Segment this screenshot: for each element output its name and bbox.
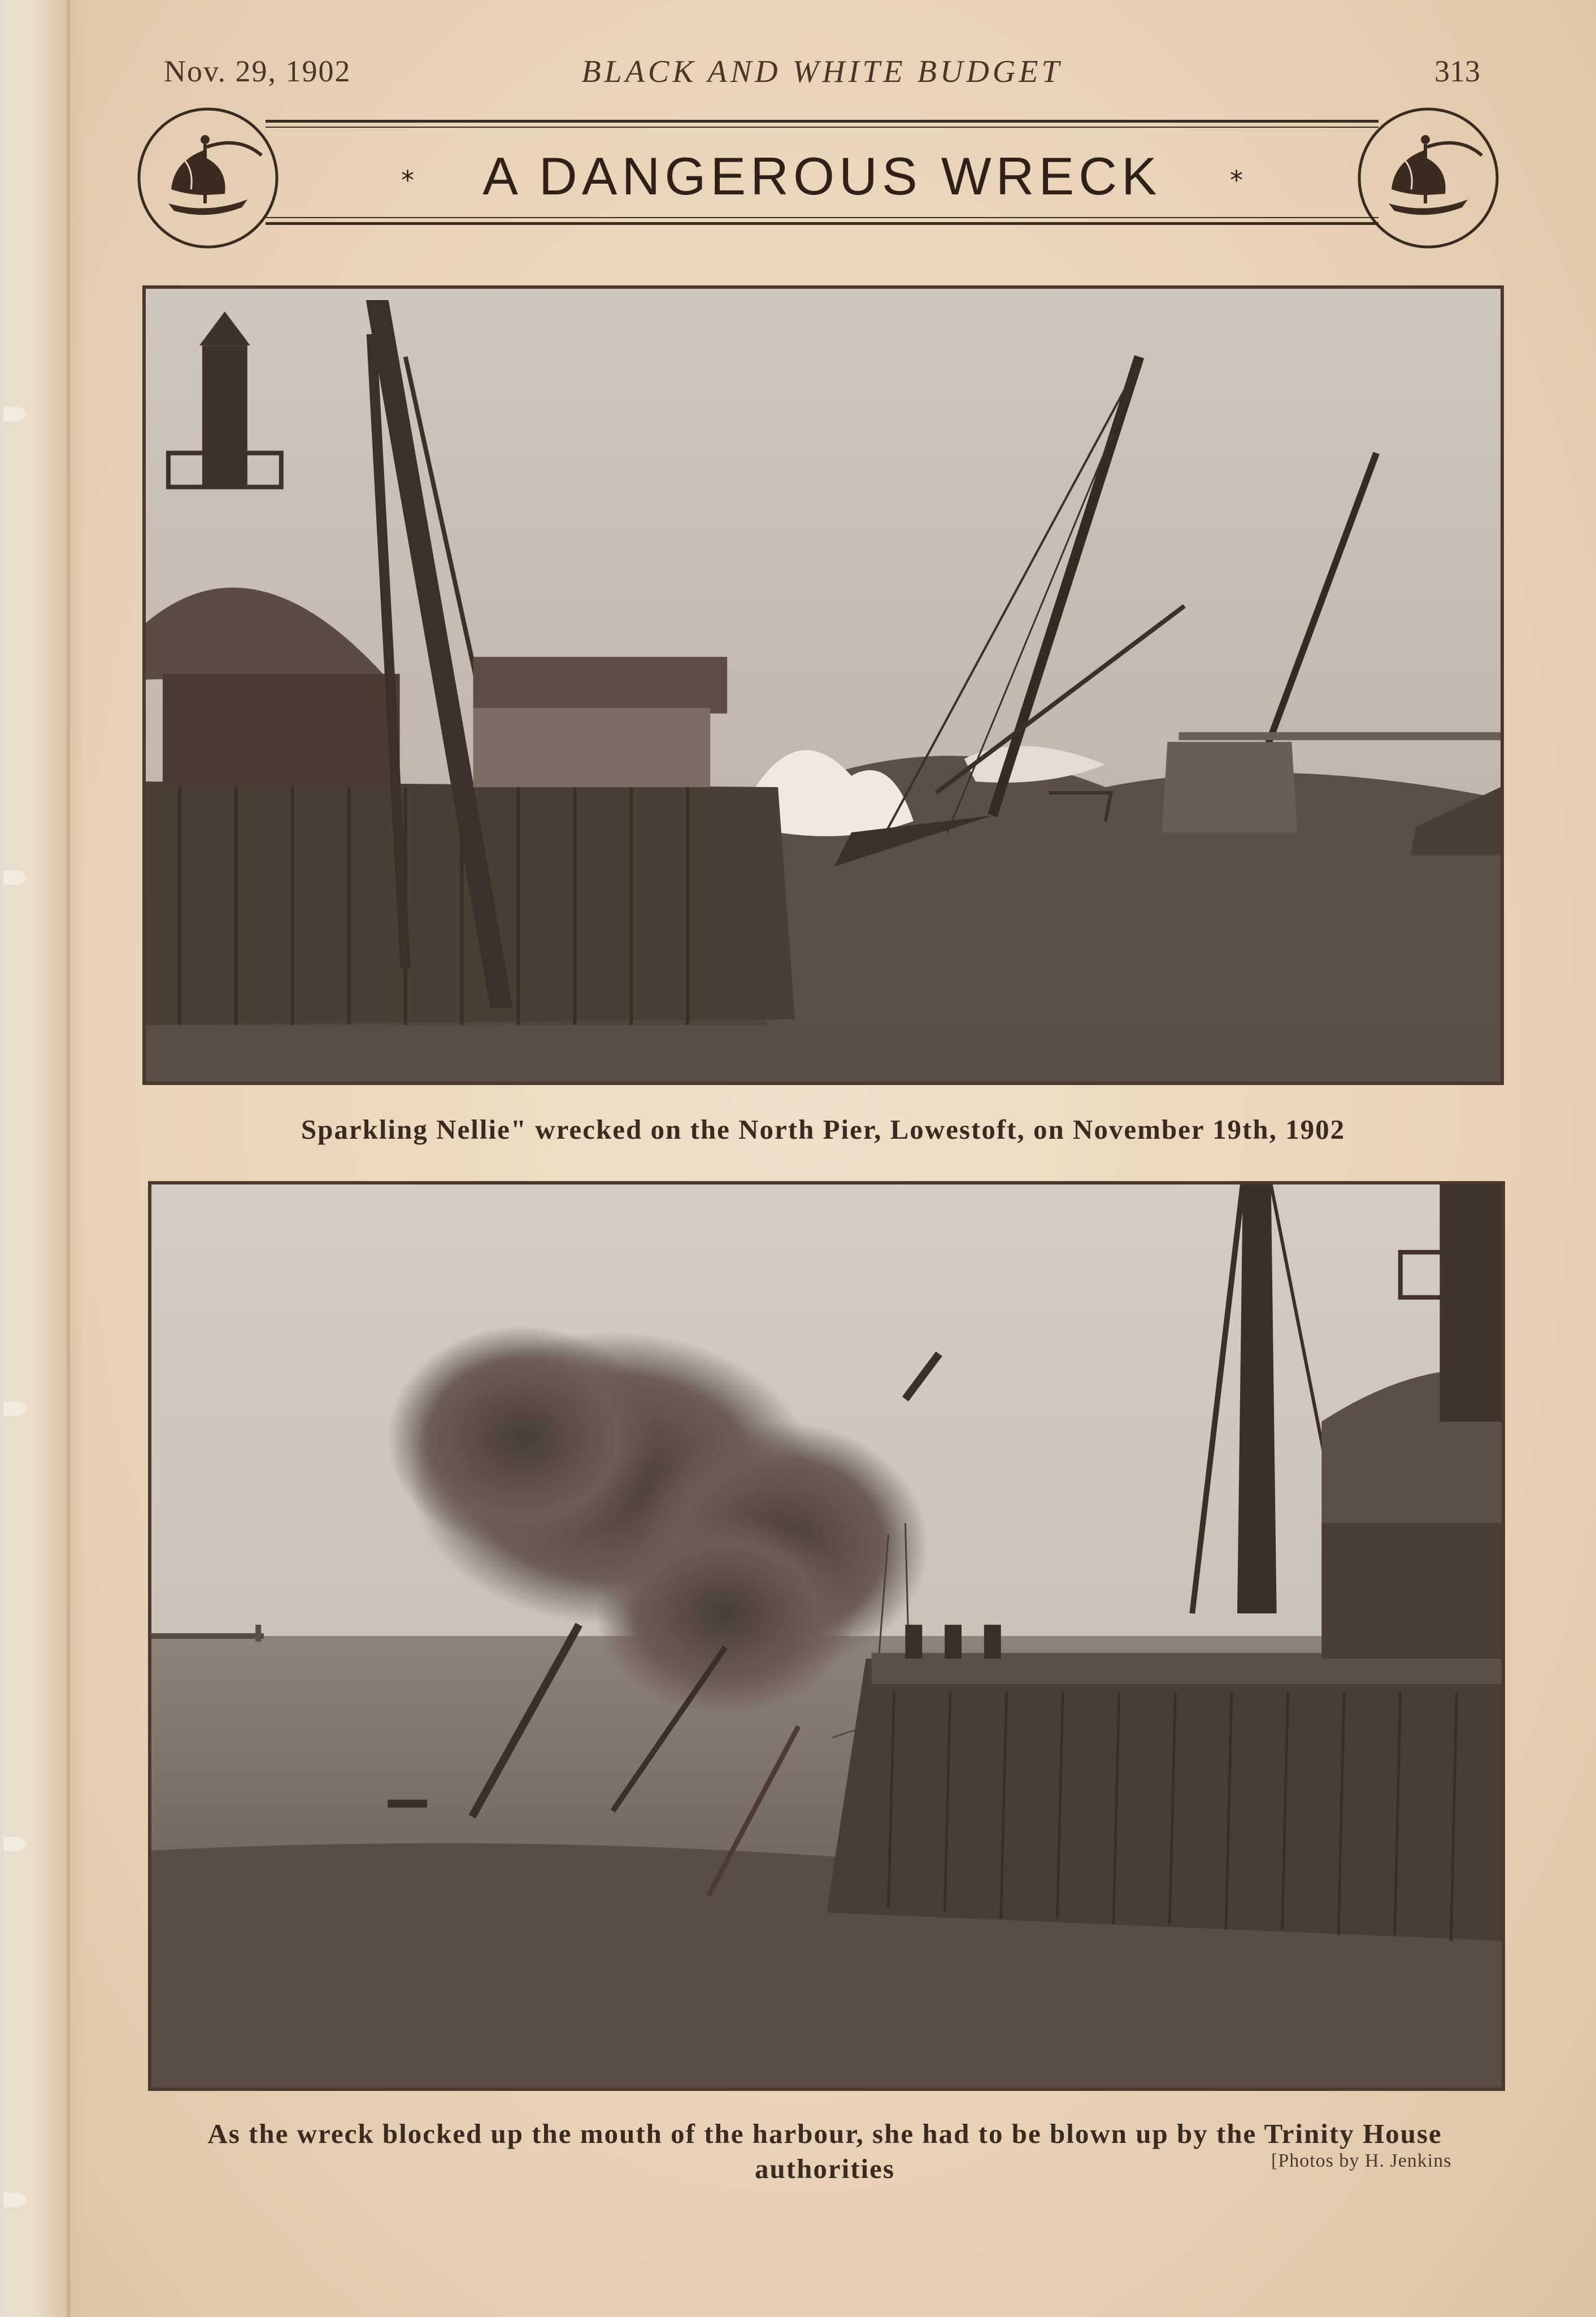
spine-fold-line: [67, 0, 70, 2317]
banner-rule: [266, 120, 1378, 123]
banner-rule: [266, 222, 1378, 225]
photo-caption: As the wreck blocked up the mouth of the harbour, she had to be blown up by the Trinity House authorities: [207, 2118, 1442, 2184]
star-ornament-icon: *: [1230, 165, 1243, 196]
star-ornament-icon: *: [401, 165, 414, 196]
page-spine-edge: [0, 0, 85, 2317]
publication-title: BLACK AND WHITE BUDGET: [581, 54, 1063, 89]
issue-date: Nov. 29, 1902: [164, 54, 351, 88]
banner-rule: [266, 217, 1378, 218]
binding-tear: [3, 1402, 26, 1416]
page-number: 313: [1434, 54, 1480, 88]
article-title: A DANGEROUS WRECK: [482, 146, 1162, 206]
wreck-on-pier-photo: [142, 285, 1504, 1085]
sailing-ship-emblem-icon: [134, 105, 281, 251]
title-banner: [266, 113, 1378, 232]
wreck-explosion-photo: [148, 1181, 1505, 2091]
banner-rule: [266, 127, 1378, 128]
photo-credit: [Photos by H. Jenkins: [1271, 2150, 1452, 2171]
binding-tear: [3, 870, 26, 885]
binding-tear: [3, 407, 26, 422]
running-header: [164, 54, 1480, 99]
binding-tear: [3, 1837, 26, 1851]
photo-caption: Sparkling Nellie" wrecked on the North Pier, Lowestoft, on November 19th, 1902: [301, 1114, 1346, 1145]
binding-tear: [3, 2193, 26, 2207]
